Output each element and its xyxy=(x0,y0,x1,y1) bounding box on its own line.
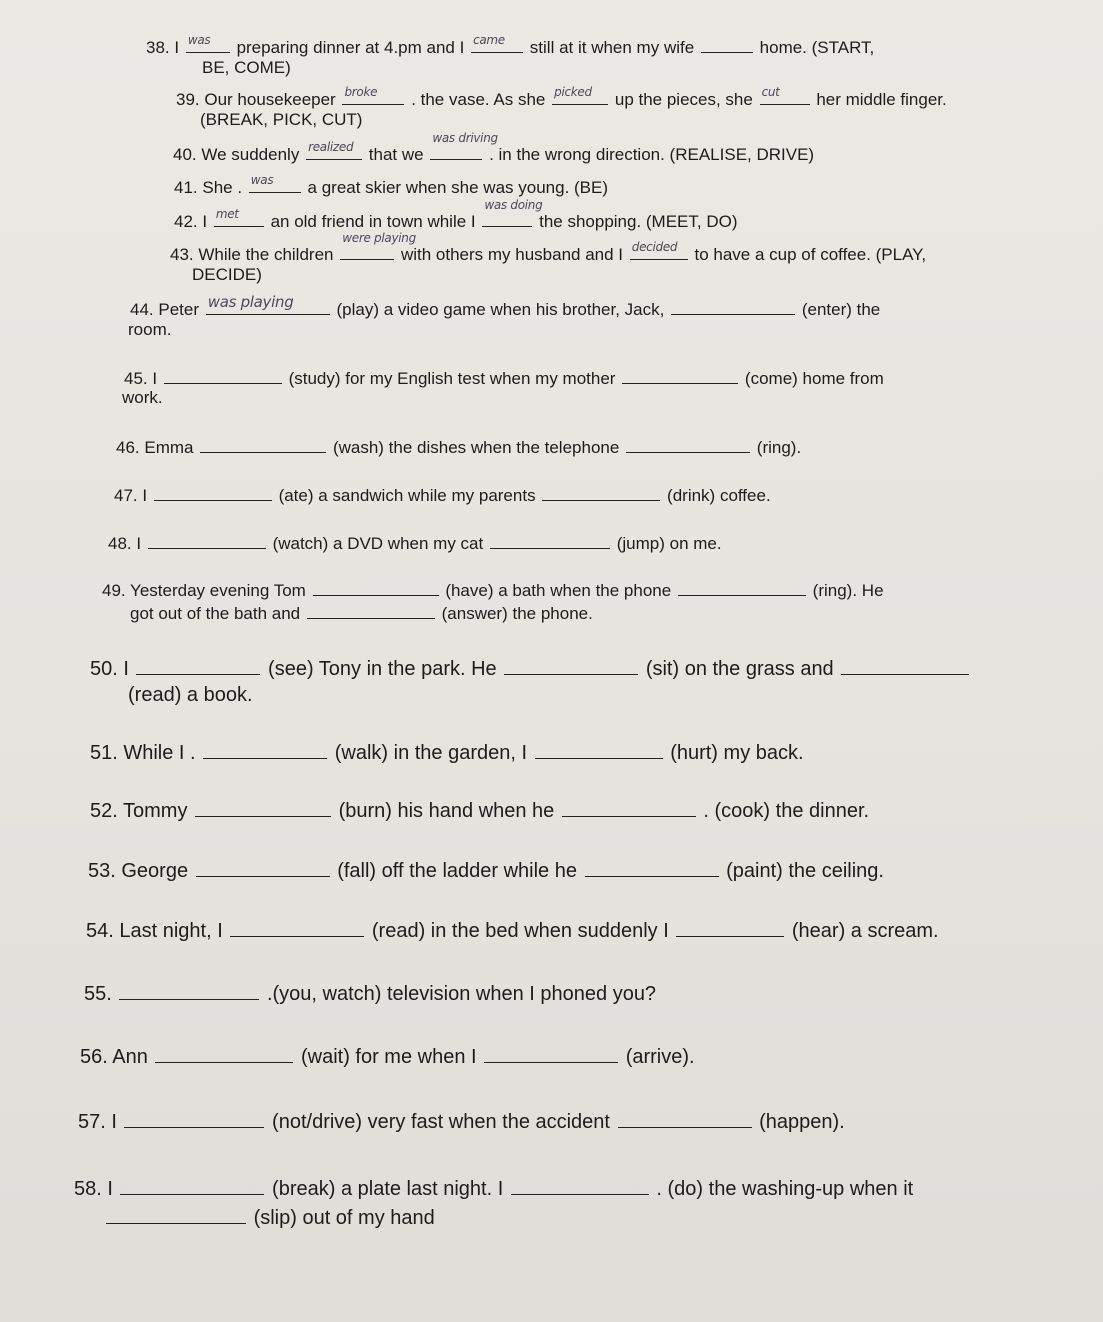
answer-blank[interactable] xyxy=(120,1178,264,1195)
question-41: 41. She . was a great skier when she was young. (BE) xyxy=(174,173,609,197)
answer-blank[interactable]: decided xyxy=(630,243,688,260)
answer-blank[interactable] xyxy=(618,1111,752,1128)
answer-blank[interactable] xyxy=(484,1046,618,1063)
question-45-cont: work. xyxy=(122,388,163,407)
answer-blank[interactable]: was doing xyxy=(482,210,532,227)
answer-blank[interactable] xyxy=(542,484,660,501)
question-58: 58. I (break) a plate last night. I . (do) the washing-up when it xyxy=(74,1178,914,1200)
answer-blank[interactable]: broke xyxy=(342,88,404,105)
answer-blank[interactable] xyxy=(841,658,969,675)
answer-blank[interactable] xyxy=(196,860,330,877)
answer-blank[interactable] xyxy=(562,800,696,817)
question-56: 56. Ann (wait) for me when I (arrive). xyxy=(80,1046,695,1068)
answer-blank[interactable]: realized xyxy=(306,143,362,160)
question-38-cont: BE, COME) xyxy=(202,58,291,77)
answer-blank[interactable] xyxy=(671,298,795,315)
question-49-cont: got out of the bath and (answer) the phone. xyxy=(130,604,593,623)
question-52: 52. Tommy (burn) his hand when he . (cook) the dinner. xyxy=(90,800,870,822)
answer-blank[interactable] xyxy=(678,579,806,596)
answer-blank[interactable] xyxy=(119,983,259,1000)
question-51: 51. While I . (walk) in the garden, I (hurt) my back. xyxy=(90,742,804,764)
question-54: 54. Last night, I (read) in the bed when suddenly I (hear) a scream. xyxy=(86,920,939,942)
answer-blank[interactable] xyxy=(154,484,272,501)
question-48: 48. I (watch) a DVD when my cat (jump) on me. xyxy=(108,534,722,553)
question-49: 49. Yesterday evening Tom (have) a bath when the phone (ring). He xyxy=(102,581,884,600)
answer-blank[interactable] xyxy=(490,532,610,549)
question-46: 46. Emma (wash) the dishes when the telephone (ring). xyxy=(116,438,802,457)
answer-blank[interactable] xyxy=(535,742,663,759)
answer-blank[interactable] xyxy=(106,1207,246,1224)
answer-blank[interactable] xyxy=(504,658,638,675)
answer-blank[interactable]: was xyxy=(186,36,230,53)
answer-blank[interactable] xyxy=(164,367,282,384)
answer-blank[interactable] xyxy=(155,1046,293,1063)
answer-blank[interactable] xyxy=(203,742,327,759)
question-38: 38. I was preparing dinner at 4.pm and I came still at it when my wife home. (START, xyxy=(146,33,875,57)
answer-blank[interactable]: was playing xyxy=(206,298,330,315)
answer-blank[interactable] xyxy=(676,920,784,937)
answer-blank[interactable]: met xyxy=(214,210,264,227)
question-43: 43. While the children were playing with others my husband and I decided to have a cup of coffee. (PLAY, xyxy=(170,231,927,264)
answer-blank[interactable] xyxy=(307,602,435,619)
answer-blank[interactable] xyxy=(200,436,326,453)
question-50-cont: (read) a book. xyxy=(128,684,253,706)
question-44-cont: room. xyxy=(128,320,172,339)
answer-blank[interactable] xyxy=(585,860,719,877)
question-39-cont: (BREAK, PICK, CUT) xyxy=(200,110,363,129)
answer-blank[interactable] xyxy=(124,1111,264,1128)
question-57: 57. I (not/drive) very fast when the accident (happen). xyxy=(78,1111,845,1133)
question-58-cont: (slip) out of my hand xyxy=(104,1207,435,1229)
question-45: 45. I (study) for my English test when my mother (come) home from xyxy=(124,369,884,388)
answer-blank[interactable] xyxy=(626,436,750,453)
answer-blank[interactable]: picked xyxy=(552,88,608,105)
answer-blank[interactable]: cut xyxy=(760,88,810,105)
answer-blank[interactable]: was xyxy=(249,176,301,193)
question-47: 47. I (ate) a sandwich while my parents (drink) coffee. xyxy=(114,486,771,505)
answer-blank[interactable] xyxy=(622,367,738,384)
answer-blank[interactable]: were playing xyxy=(340,243,394,260)
answer-blank[interactable] xyxy=(136,658,260,675)
question-50: 50. I (see) Tony in the park. He (sit) on the grass and xyxy=(90,658,971,680)
question-42: 42. I met an old friend in town while I was doing the shopping. (MEET, DO) xyxy=(174,198,738,231)
answer-blank[interactable] xyxy=(313,579,439,596)
answer-blank[interactable] xyxy=(511,1178,649,1195)
answer-blank[interactable]: was driving xyxy=(430,143,482,160)
answer-blank[interactable] xyxy=(195,800,331,817)
answer-blank[interactable] xyxy=(148,532,266,549)
answer-blank[interactable] xyxy=(230,920,364,937)
question-40: 40. We suddenly realized that we was driving . in the wrong direction. (REALISE, DRIVE) xyxy=(173,131,815,164)
question-43-cont: DECIDE) xyxy=(192,265,262,284)
question-55: 55. .(you, watch) television when I phoned you? xyxy=(84,983,657,1005)
question-53: 53. George (fall) off the ladder while he (paint) the ceiling. xyxy=(88,860,884,882)
answer-blank[interactable] xyxy=(701,36,753,53)
question-39: 39. Our housekeeper broke . the vase. As she picked up the pieces, she cut her middle finger. xyxy=(176,85,947,109)
answer-blank[interactable]: came xyxy=(471,36,523,53)
question-44: 44. Peter was playing (play) a video game when his brother, Jack, (enter) the xyxy=(130,293,881,319)
